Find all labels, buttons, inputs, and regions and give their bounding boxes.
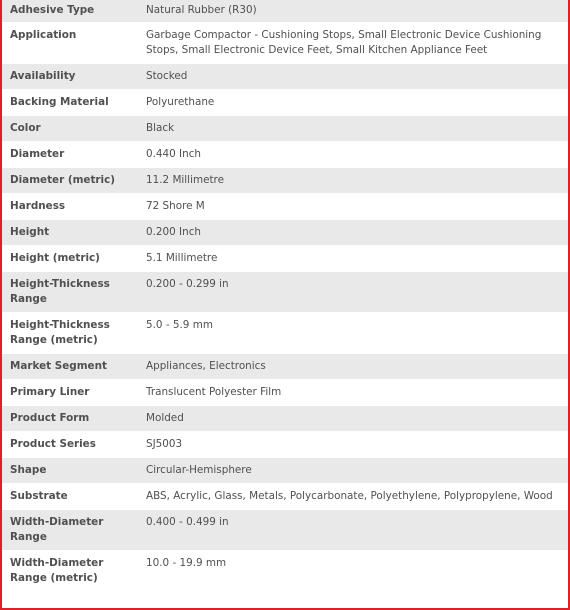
spec-label: Market Segment xyxy=(2,354,138,380)
spec-label: Height (metric) xyxy=(2,246,138,272)
spec-label: Diameter xyxy=(2,142,138,168)
spec-row-diameter-metric xyxy=(2,168,568,194)
spec-row-diameter xyxy=(2,142,568,168)
spec-row-height-metric xyxy=(2,246,568,272)
spec-row-market-segment xyxy=(2,354,568,380)
spec-label: Color xyxy=(2,116,138,142)
spec-value: Black xyxy=(138,116,568,142)
spec-label: Height-Thickness Range (metric) xyxy=(2,313,138,354)
spec-label: Product Form xyxy=(2,406,138,432)
spec-value: Translucent Polyester Film xyxy=(138,380,568,406)
spec-label: Backing Material xyxy=(2,90,138,116)
spec-value: 11.2 Millimetre xyxy=(138,168,568,194)
spec-value: 10.0 - 19.9 mm xyxy=(138,551,568,592)
spec-label: Width-Diameter Range (metric) xyxy=(2,551,138,592)
spec-label: Availability xyxy=(2,64,138,90)
spec-row-substrate xyxy=(2,484,568,510)
spec-row-hardness xyxy=(2,194,568,220)
product-spec-table xyxy=(2,0,568,592)
spec-value: ABS, Acrylic, Glass, Metals, Polycarbonate, Polyethylene, Polypropylene, Wood xyxy=(138,484,568,510)
spec-label: Height xyxy=(2,220,138,246)
spec-value: 72 Shore M xyxy=(138,194,568,220)
spec-row-adhesive-type xyxy=(2,0,568,23)
spec-value: 5.1 Millimetre xyxy=(138,246,568,272)
spec-row-application xyxy=(2,23,568,64)
spec-value: SJ5003 xyxy=(138,432,568,458)
spec-label: Adhesive Type xyxy=(2,0,138,23)
spec-value: 0.400 - 0.499 in xyxy=(138,510,568,551)
spec-row-width-diameter-range-metric xyxy=(2,551,568,592)
spec-row-primary-liner xyxy=(2,380,568,406)
spec-row-height xyxy=(2,220,568,246)
spec-row-height-thickness-range-metric xyxy=(2,313,568,354)
spec-value: 0.200 - 0.299 in xyxy=(138,272,568,313)
spec-row-shape xyxy=(2,458,568,484)
spec-value: 0.440 Inch xyxy=(138,142,568,168)
spec-value: Molded xyxy=(138,406,568,432)
spec-row-height-thickness-range xyxy=(2,272,568,313)
spec-row-width-diameter-range xyxy=(2,510,568,551)
spec-value: 5.0 - 5.9 mm xyxy=(138,313,568,354)
spec-table-body xyxy=(2,0,568,592)
spec-value: Appliances, Electronics xyxy=(138,354,568,380)
spec-label: Height-Thickness Range xyxy=(2,272,138,313)
spec-label: Application xyxy=(2,23,138,64)
spec-label: Substrate xyxy=(2,484,138,510)
spec-label: Product Series xyxy=(2,432,138,458)
spec-row-color xyxy=(2,116,568,142)
spec-value: Circular-Hemisphere xyxy=(138,458,568,484)
spec-label: Hardness xyxy=(2,194,138,220)
spec-label: Shape xyxy=(2,458,138,484)
spec-row-product-form xyxy=(2,406,568,432)
spec-value: Garbage Compactor - Cushioning Stops, Small Electronic Device Cushioning Stops, Small Electronic Device Feet, Small Kitchen Appliance Feet xyxy=(138,23,568,64)
spec-value: Stocked xyxy=(138,64,568,90)
spec-label: Primary Liner xyxy=(2,380,138,406)
spec-row-backing-material xyxy=(2,90,568,116)
spec-value: Polyurethane xyxy=(138,90,568,116)
spec-label: Width-Diameter Range xyxy=(2,510,138,551)
spec-label: Diameter (metric) xyxy=(2,168,138,194)
spec-value: 0.200 Inch xyxy=(138,220,568,246)
spec-row-product-series xyxy=(2,432,568,458)
spec-row-availability xyxy=(2,64,568,90)
spec-value: Natural Rubber (R30) xyxy=(138,0,568,23)
